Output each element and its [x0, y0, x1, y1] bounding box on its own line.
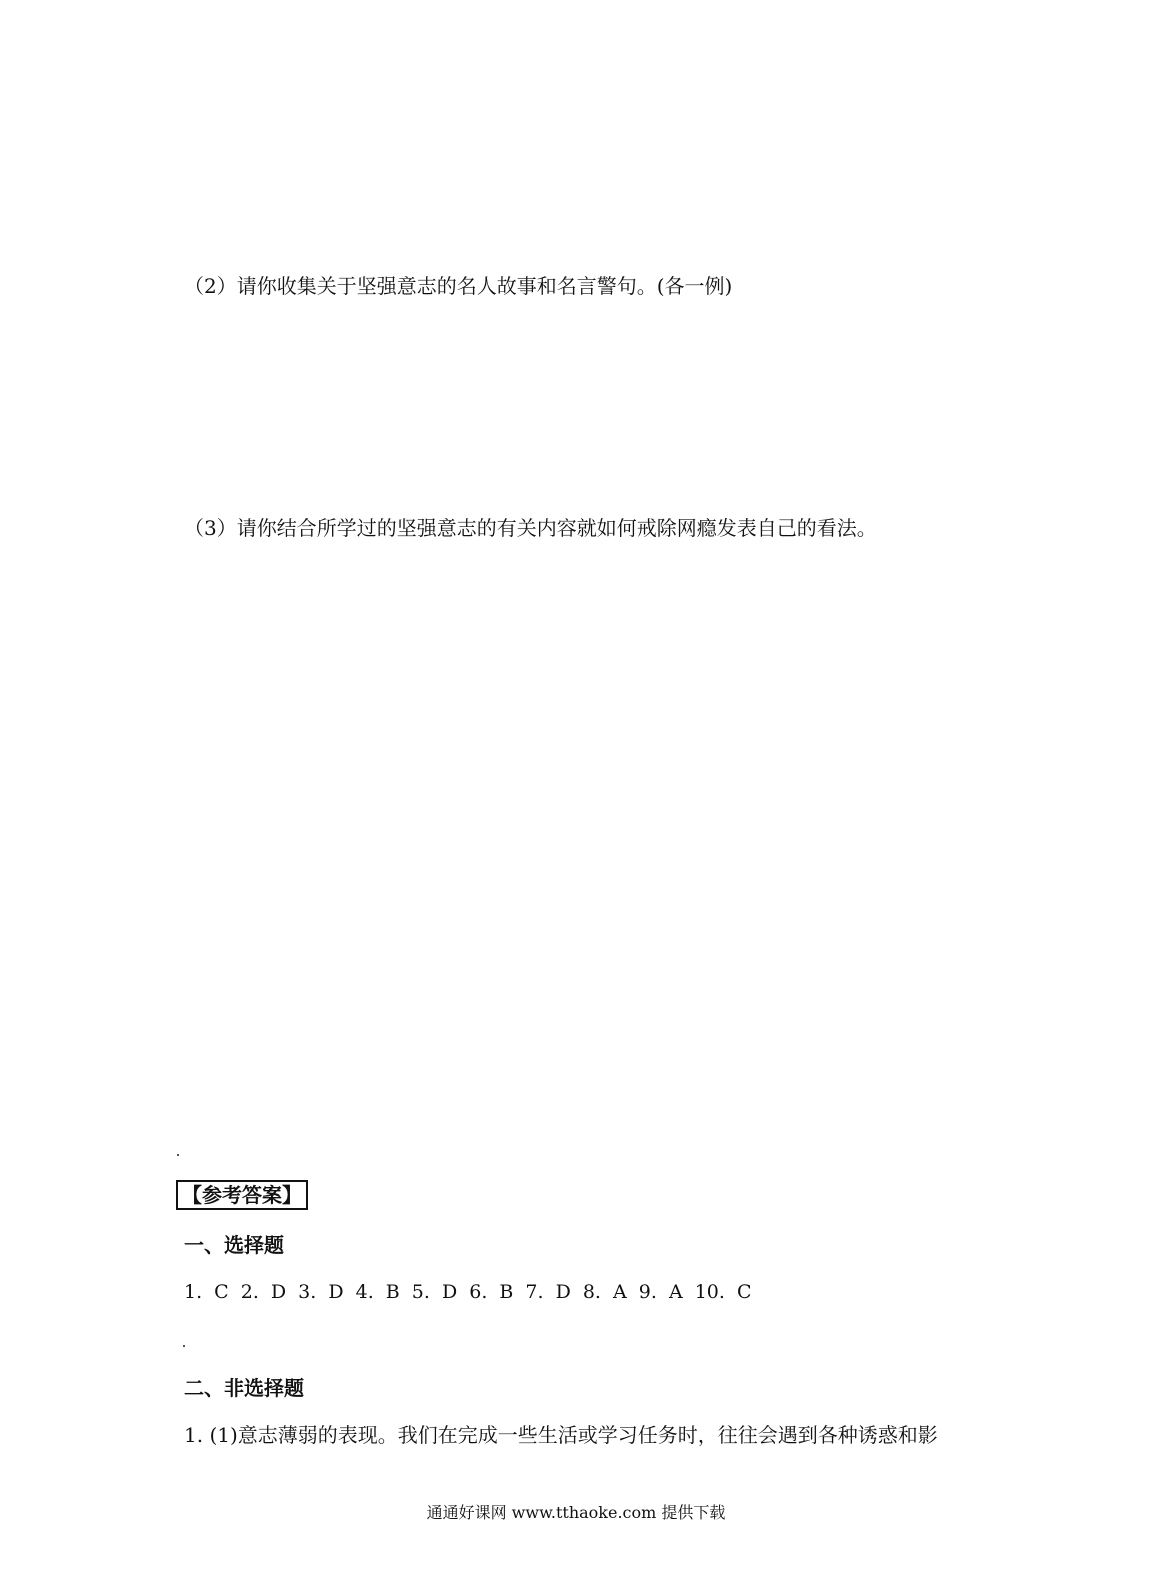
section-2-title: 二、非选择题 — [184, 1376, 304, 1400]
multiple-choice-answers: 1. C 2. D 3. D 4. B 5. D 6. B 7. D 8. A 9. A 10. C — [184, 1281, 752, 1303]
question-2: （2）请你收集关于坚强意志的名人故事和名言警句。(各一例) — [184, 274, 733, 298]
answer-key-header: 【参考答案】 — [176, 1180, 308, 1210]
question-3: （3）请你结合所学过的坚强意志的有关内容就如何戒除网瘾发表自己的看法。 — [184, 516, 877, 540]
scan-speck — [183, 1345, 185, 1347]
scan-speck — [177, 1154, 179, 1156]
section-1-title: 一、选择题 — [184, 1233, 284, 1257]
answer-1-text: 1. (1)意志薄弱的表现。我们在完成一些生活或学习任务时，往往会遇到各种诱惑和影 — [184, 1423, 938, 1447]
footer-download-note: 通通好课网 www.tthaoke.com 提供下载 — [426, 1503, 726, 1522]
